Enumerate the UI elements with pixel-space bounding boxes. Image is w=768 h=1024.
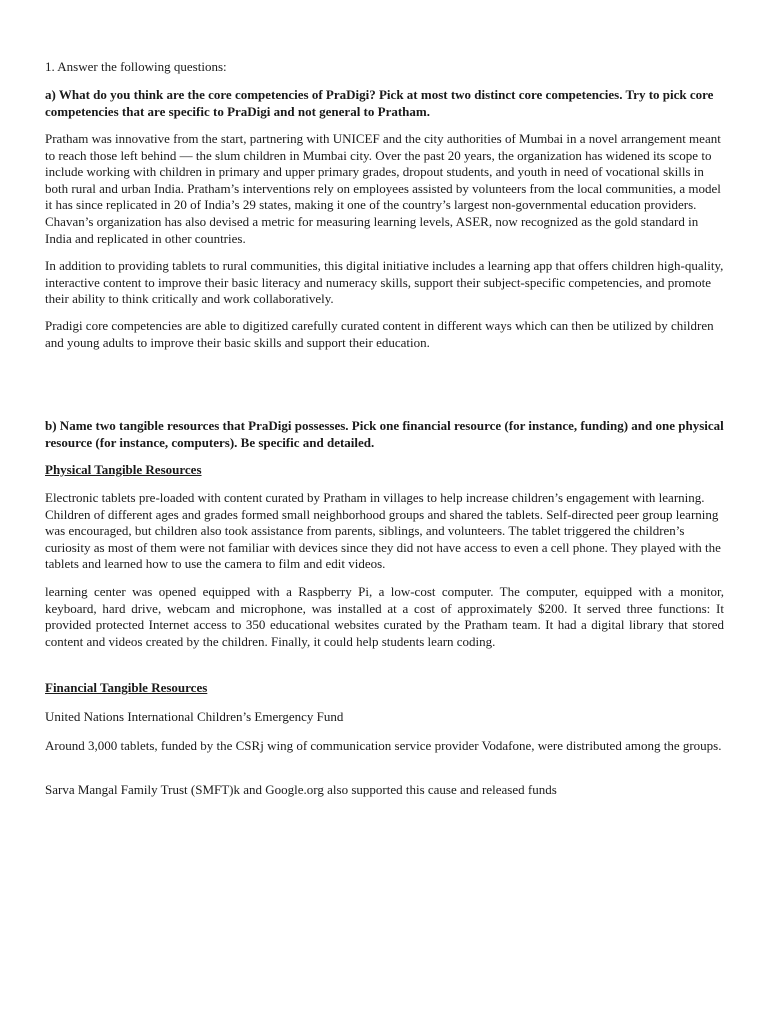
intro-line: 1. Answer the following questions:: [45, 59, 227, 74]
financial-resources-heading: Financial Tangible Resources: [45, 680, 208, 695]
financial-item-3: Sarva Mangal Family Trust (SMFT)k and Google.org also supported this cause and released funds: [45, 782, 557, 797]
answer-a-paragraph-1: Pratham was innovative from the start, partnering with UNICEF and the city authorities of Mumbai in a novel arrangement meant to reach those left behind — the slum children in Mumbai city. Over the past 20 years, the organization has widened its scope to include working with children in primary and upper primary grades, dropout students, and youth in need of vocational skills in both rural and urban India. Pratham’s interventions rely on employees assisted by volunteers from the local communities, a model it has since replicated in 20 of India’s 29 states, making it one of the country’s largest non-governmental education providers. Chavan’s organization has also devised a metric for measuring learning levels, ASER, now recognized as the gold standard in India and replicated in other countries.: [45, 131, 721, 246]
physical-paragraph-1: Electronic tablets pre-loaded with content curated by Pratham in villages to help increase children’s engagement with learning. Children of different ages and grades formed small neighborhood groups and shared the tablets. Self-directed peer group learning was encouraged, but children also took assistance from parents, siblings, and volunteers. The tablet triggered the children’s curiosity as most of them were not familiar with devices since they did not have access to even a cell phone. They played with the tablets and learned how to use the camera to film and edit videos.: [45, 490, 721, 572]
answer-a-paragraph-3: Pradigi core competencies are able to digitized carefully curated content in different ways which can then be utilized by children and young adults to improve their basic skills and support their education.: [45, 318, 714, 350]
question-b: b) Name two tangible resources that PraDigi possesses. Pick one financial resource (for instance, funding) and one physical resource (for instance, computers). Be specific and detailed.: [45, 418, 724, 450]
physical-resources-heading: Physical Tangible Resources: [45, 462, 202, 477]
question-a: a) What do you think are the core competencies of PraDigi? Pick at most two distinct core competencies. Try to pick core competencies that are specific to PraDigi and not general to Pratham.: [45, 87, 714, 119]
financial-item-2: Around 3,000 tablets, funded by the CSRj wing of communication service provider Vodafone, were distributed among the groups.: [45, 738, 722, 753]
physical-paragraph-2: learning center was opened equipped with a Raspberry Pi, a low-cost computer. The computer, equipped with a monitor, keyboard, hard drive, webcam and microphone, was installed at a cost of approximately $200. It served three functions: It provided protected Internet access to 350 educational websites curated by the Pratham team. It had a digital library that stored content and videos created by the children. Finally, it could help students learn coding.: [45, 584, 724, 649]
answer-a-paragraph-2: In addition to providing tablets to rural communities, this digital initiative includes a learning app that offers children high-quality, interactive content to improve their basic literacy and numeracy skills, support their subject-specific competencies, and promote their ability to think critically and work collaboratively.: [45, 258, 724, 307]
financial-item-1: United Nations International Children’s Emergency Fund: [45, 709, 344, 724]
